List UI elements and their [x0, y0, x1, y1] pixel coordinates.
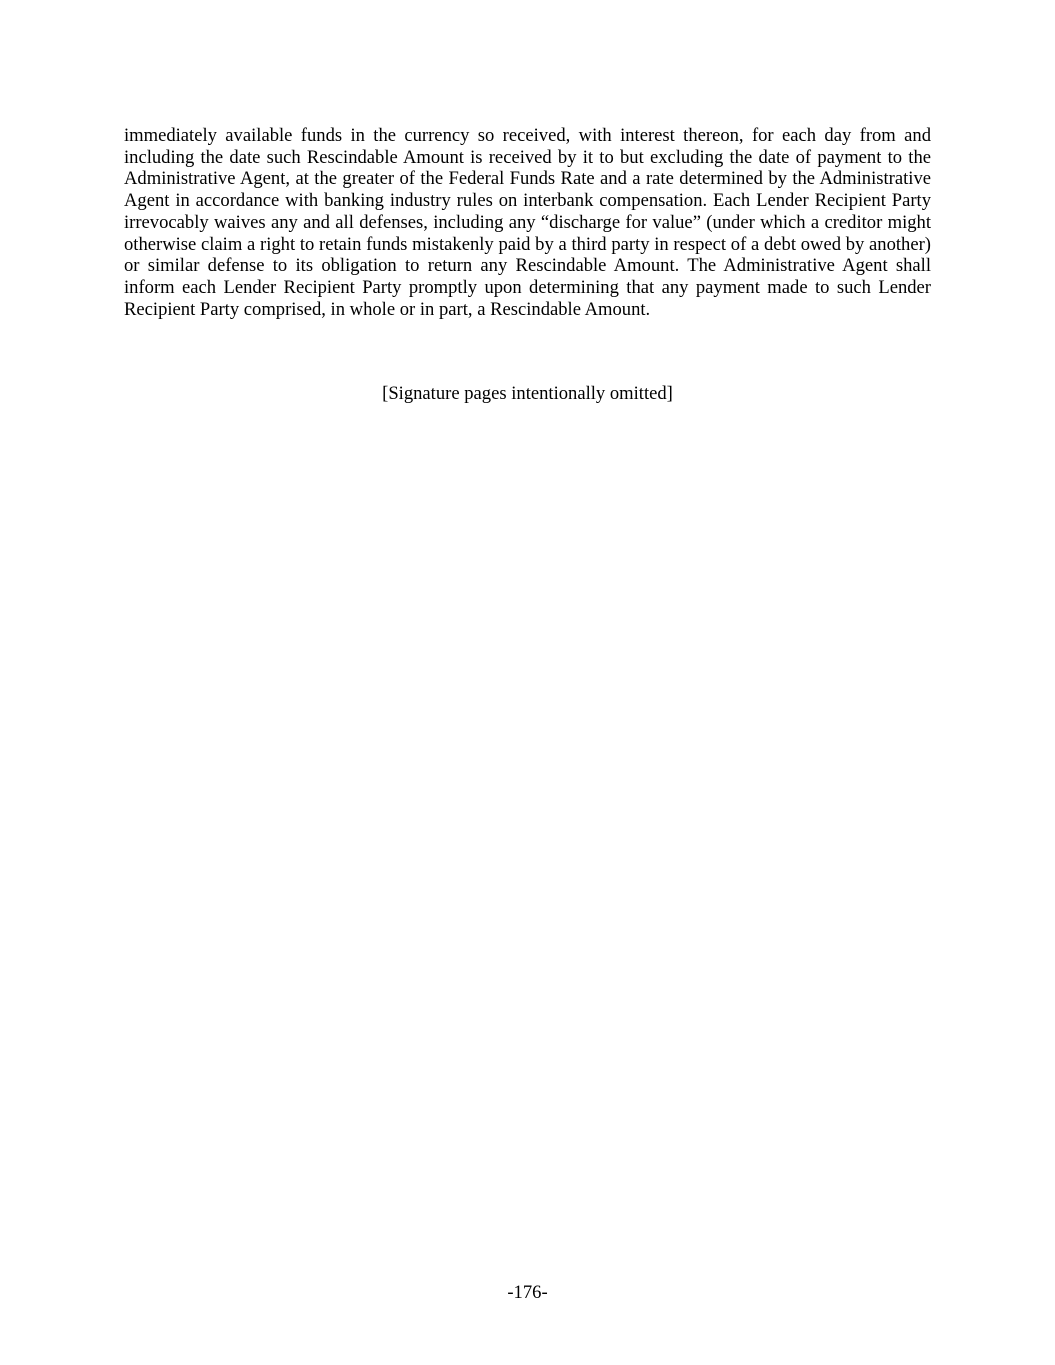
body-paragraph: immediately available funds in the currency so received, with interest thereon, for each day from and including the date such Rescindable Amount is received by it to but excluding the date of payment to the Administrative Agent, at the greater of the Federal Funds Rate and a rate determined by the Administrative Agent in accordance with banking industry rules on interbank compensation. Each Lender Recipient Party irrevocably waives any and all defenses, including any “discharge for value” (under which a creditor might otherwise claim a right to retain funds mistakenly paid by a third party in respect of a debt owed by another) or similar defense to its obligation to return any Rescindable Amount. The Administrative Agent shall inform each Lender Recipient Party promptly upon determining that any payment made to such Lender Recipient Party comprised, in whole or in part, a Rescindable Amount. [124, 125, 931, 320]
signature-pages-note: [Signature pages intentionally omitted] [382, 383, 673, 404]
page-number: -176- [507, 1282, 548, 1303]
